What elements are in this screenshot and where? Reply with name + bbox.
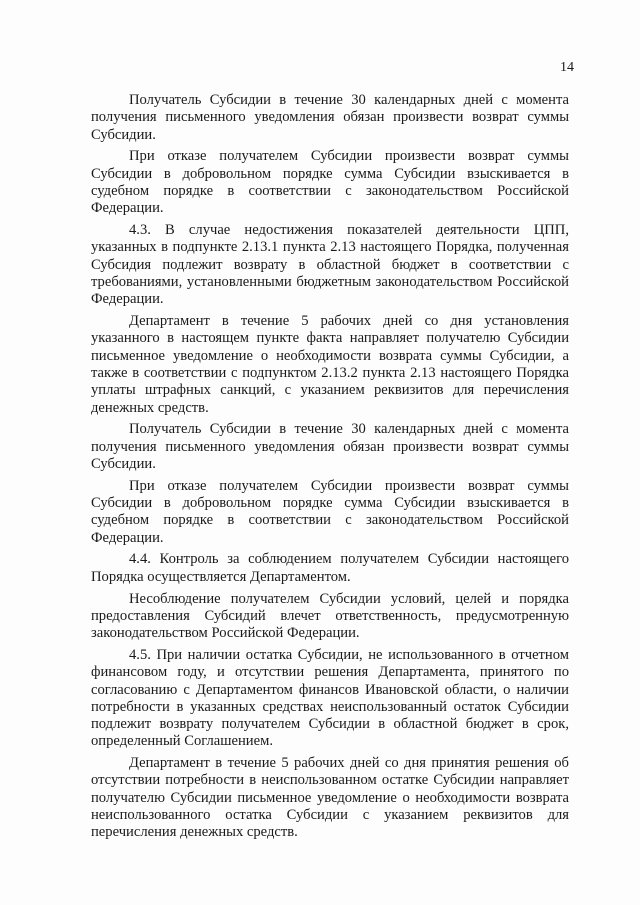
paragraph: Несоблюдение получателем Субсидии условий, целей и порядка предоставления Субсидий влечет ответственность, предусмотренную законодательством Российской Федерации. (91, 590, 569, 642)
paragraph: При отказе получателем Субсидии произвести возврат суммы Субсидии в добровольном порядке сумма Субсидии взыскивается в судебном порядке в соответствии с законодательством Российской Федерации. (91, 477, 569, 546)
paragraph: 4.5. При наличии остатка Субсидии, не использованного в отчетном финансовом году, и отсутствии решения Департамента, принятого по согласованию с Департаментом финансов Ивановской области, о наличии потребности в указанных средствах неиспользованный остаток Субсидии подлежит возврату получателем Субсидии в областной бюджет в срок, определенный Соглашением. (91, 646, 569, 750)
document-body (91, 92, 569, 846)
paragraph: При отказе получателем Субсидии произвести возврат суммы Субсидии в добровольном порядке сумма Субсидии взыскивается в судебном порядке в соответствии с законодательством Российской Федерации. (91, 148, 569, 217)
paragraph: Получатель Субсидии в течение 30 календарных дней с момента получения письменного уведомления обязан произвести возврат суммы Субсидии. (91, 421, 569, 472)
paragraph: Департамент в течение 5 рабочих дней со дня принятия решения об отсутствии потребности в неиспользованном остатке Субсидии направляет получателю Субсидии письменное уведомление о необходимости возврата неиспользованного остатка Субсидии с указанием реквизитов для перечисления денежных средств. (91, 755, 569, 841)
paragraph: Департамент в течение 5 рабочих дней со дня установления указанного в настоящем пункте факта направляет получателю Субсидии письменное уведомление о необходимости возврата суммы Субсидии, а также в соответствии с подпунктом 2.13.2 пункта 2.13 настоящего Порядка уплаты штрафных санкций, с указанием реквизитов для перечисления денежных средств. (91, 313, 569, 416)
page-number: 14 (560, 60, 574, 75)
paragraph: Получатель Субсидии в течение 30 календарных дней с момента получения письменного уведомления обязан произвести возврат суммы Субсидии. (91, 92, 569, 143)
paragraph: 4.3. В случае недостижения показателей деятельности ЦПП, указанных в подпункте 2.13.1 пункта 2.13 настоящего Порядка, полученная Субсидия подлежит возврату в областной бюджет в соответствии с требованиями, установленными бюджетным законодательством Российской Федерации. (91, 222, 569, 308)
paragraph: 4.4. Контроль за соблюдением получателем Субсидии настоящего Порядка осуществляется Департаментом. (91, 551, 569, 585)
